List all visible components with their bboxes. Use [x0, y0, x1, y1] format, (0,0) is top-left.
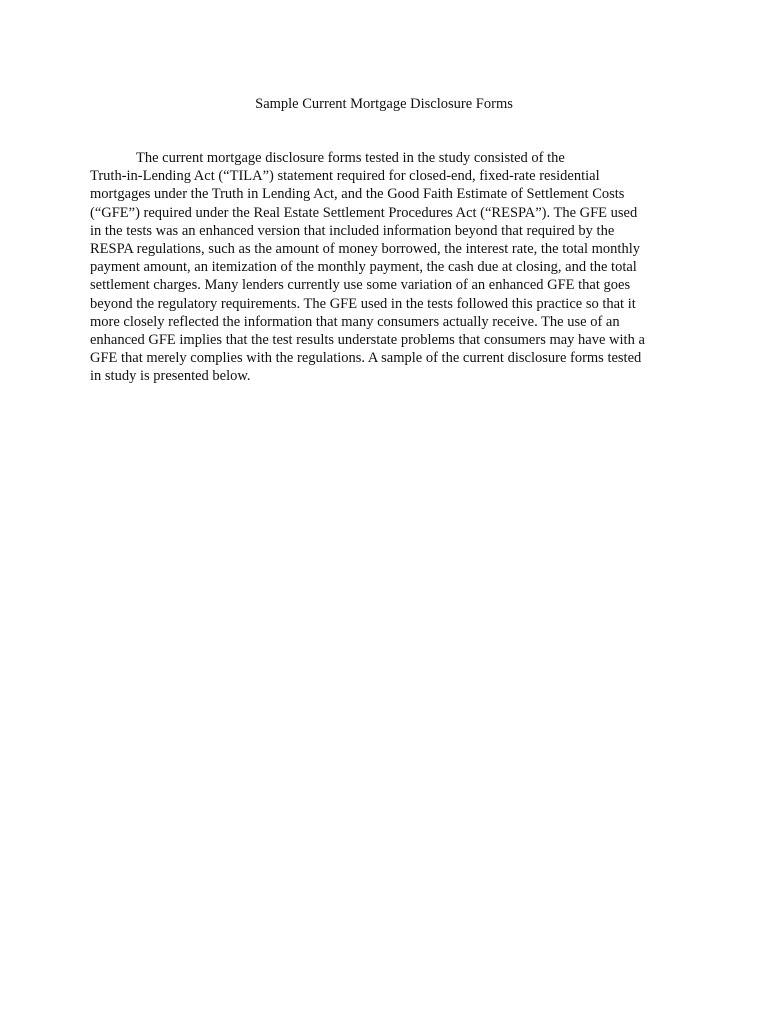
paragraph-line: more closely reflected the information that many consumers actually receive. The use of an [90, 313, 620, 330]
paragraph-line: (“GFE”) required under the Real Estate Settlement Procedures Act (“RESPA”). The GFE used [90, 204, 638, 221]
paragraph-line: GFE that merely complies with the regulations. A sample of the current disclosure forms tested [90, 350, 642, 367]
page-title: Sample Current Mortgage Disclosure Forms [255, 96, 513, 112]
paragraph-line: in study is presented below. [90, 368, 251, 385]
paragraph-line: settlement charges. Many lenders currently use some variation of an enhanced GFE that goes [90, 277, 631, 294]
paragraph-line: in the tests was an enhanced version that included information beyond that required by the [90, 222, 615, 239]
paragraph-line: beyond the regulatory requirements. The GFE used in the tests followed this practice so that it [90, 295, 636, 312]
body-paragraph [90, 149, 690, 386]
paragraph-line: Truth-in-Lending Act (“TILA”) statement required for closed-end, fixed-rate residential [90, 168, 600, 185]
paragraph-line: RESPA regulations, such as the amount of money borrowed, the interest rate, the total monthly [90, 241, 640, 258]
paragraph-line: enhanced GFE implies that the test results understate problems that consumers may have with a [90, 332, 645, 349]
paragraph-line: The current mortgage disclosure forms tested in the study consisted of the [136, 150, 565, 166]
paragraph-line: mortgages under the Truth in Lending Act, and the Good Faith Estimate of Settlement Costs [90, 186, 625, 203]
paragraph-line: payment amount, an itemization of the monthly payment, the cash due at closing, and the total [90, 259, 637, 276]
